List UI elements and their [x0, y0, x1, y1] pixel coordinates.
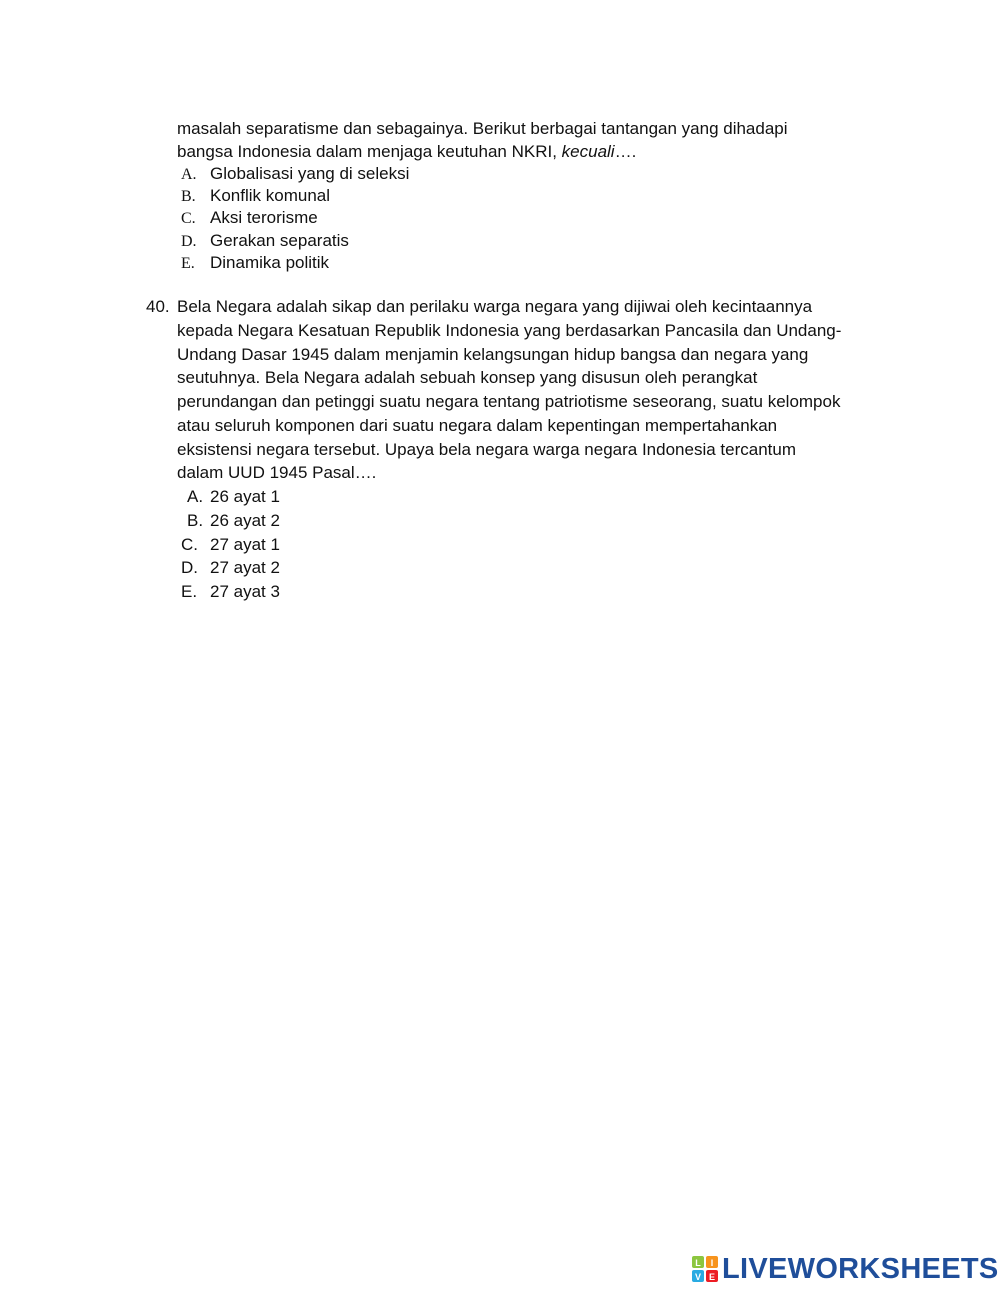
- svg-text:E: E: [708, 1272, 716, 1282]
- option-text: Konflik komunal: [210, 186, 331, 205]
- q40-stem-line-3: Undang Dasar 1945 dalam menjamin kelangsungan hidup bangsa dan negara yang: [177, 345, 809, 364]
- q40-stem-line-6: atau seluruh komponen dari suatu negara dalam kepentingan mempertahankan: [177, 416, 778, 435]
- option-letter: C.: [181, 210, 196, 227]
- q40-option-e[interactable]: [181, 581, 280, 603]
- option-letter: E.: [181, 255, 195, 272]
- q40-stem-line-2: kepada Negara Kesatuan Republik Indonesia yang berdasarkan Pancasila dan Undang-: [177, 321, 842, 340]
- option-text: 26 ayat 1: [210, 487, 280, 506]
- svg-text:V: V: [694, 1272, 702, 1282]
- option-text: 27 ayat 3: [210, 582, 280, 601]
- q39-option-b[interactable]: [181, 185, 331, 208]
- q40-option-c[interactable]: [181, 534, 280, 556]
- option-text: Dinamika politik: [210, 253, 330, 272]
- q39-option-e[interactable]: [181, 252, 330, 275]
- option-text: Globalisasi yang di seleksi: [210, 164, 410, 183]
- q40-option-b[interactable]: [187, 510, 280, 532]
- q39-stem-line-2: [177, 141, 636, 163]
- option-letter: A.: [187, 487, 204, 506]
- liveworksheets-logo-icon: [692, 1256, 718, 1282]
- q39-option-a[interactable]: [181, 163, 410, 186]
- liveworksheets-logo-text: LIVEWORKSHEETS: [722, 1252, 999, 1285]
- q40-number: 40.: [146, 297, 170, 316]
- svg-text:I: I: [710, 1258, 714, 1268]
- liveworksheets-logo[interactable]: [692, 1252, 999, 1286]
- q39-option-c[interactable]: [181, 207, 318, 230]
- q40-option-d[interactable]: [181, 557, 280, 579]
- q39-stem-line-2-text: bangsa Indonesia dalam menjaga keutuhan NKRI,: [177, 142, 562, 161]
- q40-option-a[interactable]: [187, 486, 280, 508]
- q39-stem-line-1: masalah separatisme dan sebagainya. Berikut berbagai tantangan yang dihadapi: [177, 119, 788, 138]
- option-letter: C.: [181, 535, 198, 554]
- option-letter: D.: [181, 558, 198, 577]
- option-letter: A.: [181, 166, 197, 183]
- option-letter: E.: [181, 582, 198, 601]
- option-text: Gerakan separatis: [210, 231, 349, 250]
- option-text: 27 ayat 2: [210, 558, 280, 577]
- q40-stem-line-4: seutuhnya. Bela Negara adalah sebuah konsep yang disusun oleh perangkat: [177, 368, 758, 387]
- option-letter: D.: [181, 233, 197, 250]
- option-text: Aksi terorisme: [210, 208, 318, 227]
- q40-stem-line-8: dalam UUD 1945 Pasal….: [177, 463, 377, 482]
- option-letter: B.: [187, 511, 204, 530]
- q40-stem-line-7: eksistensi negara tersebut. Upaya bela negara warga negara Indonesia tercantum: [177, 440, 796, 459]
- svg-text:L: L: [695, 1258, 701, 1268]
- q40-stem-line-1: Bela Negara adalah sikap dan perilaku warga negara yang dijiwai oleh kecintaannya: [177, 297, 813, 316]
- q39-option-d[interactable]: [181, 230, 349, 253]
- option-letter: B.: [181, 188, 196, 205]
- q40-stem-line-5: perundangan dan petinggi suatu negara tentang patriotisme seseorang, suatu kelompok: [177, 392, 841, 411]
- q39-stem-italic: kecuali: [561, 142, 615, 161]
- q39-stem-ellipsis: ….: [614, 142, 637, 161]
- option-text: 26 ayat 2: [210, 511, 280, 530]
- option-text: 27 ayat 1: [210, 535, 280, 554]
